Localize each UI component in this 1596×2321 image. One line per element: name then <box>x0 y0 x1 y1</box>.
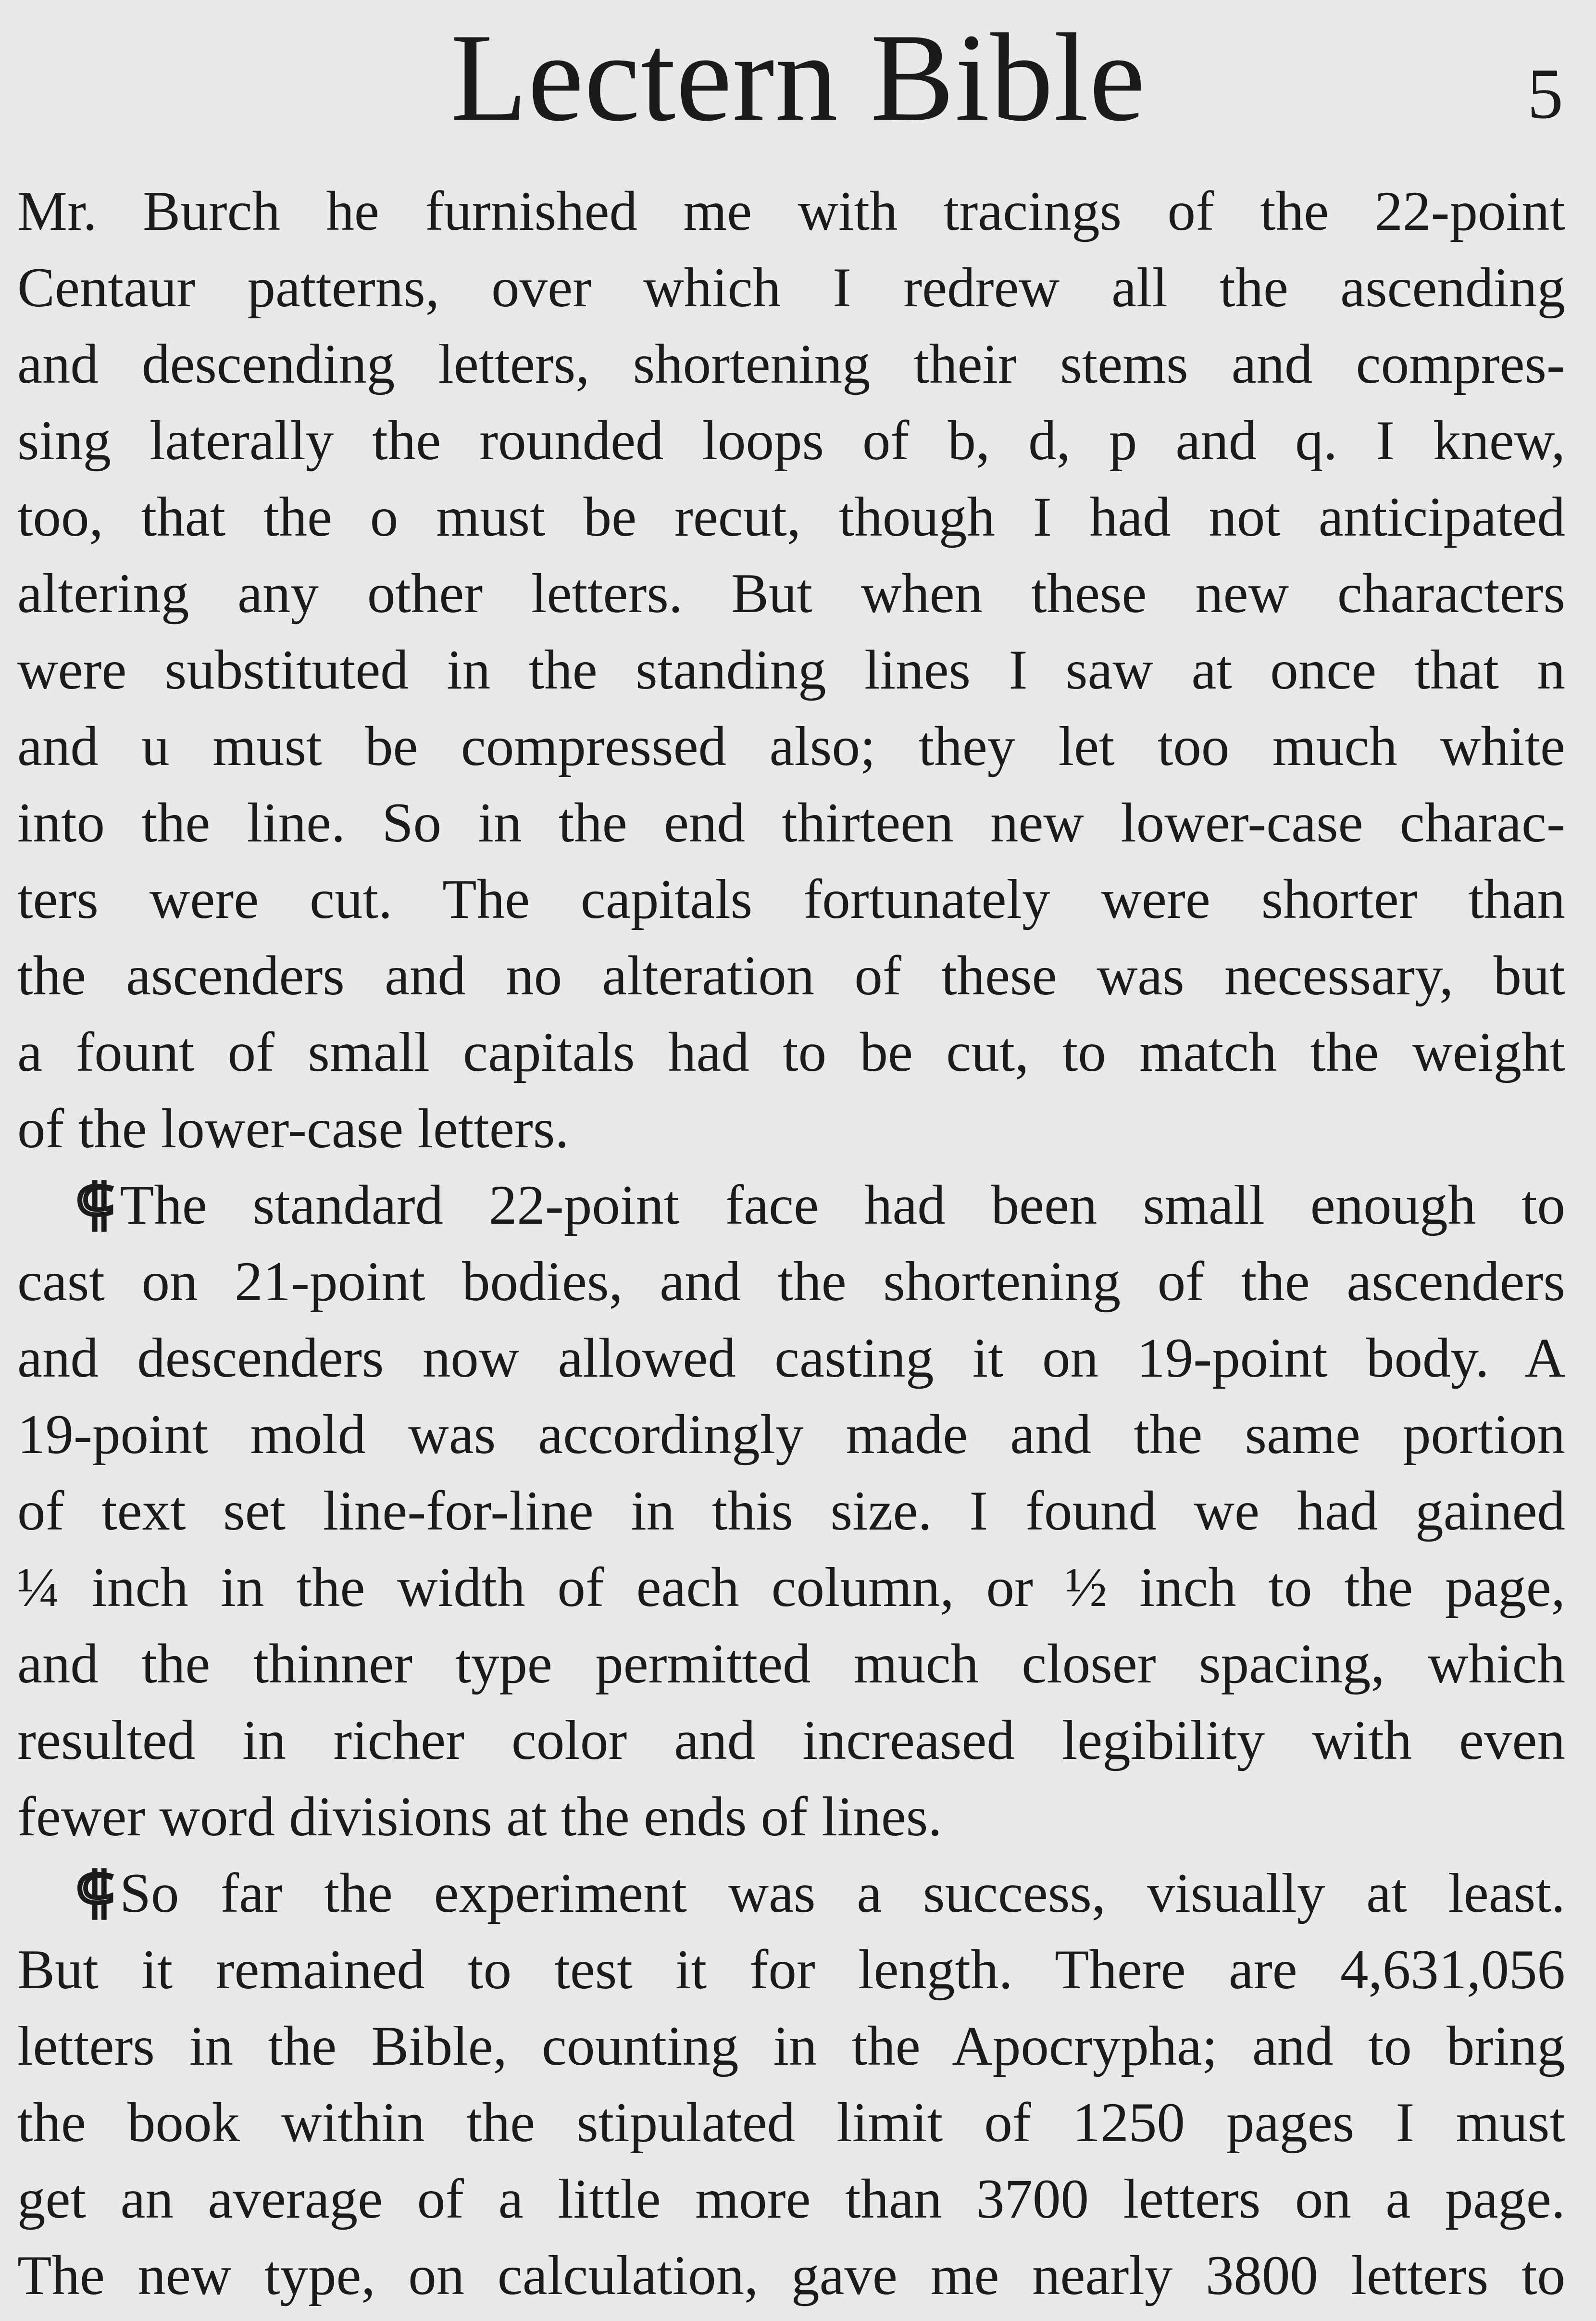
paragraph-mark-icon: ⸿ <box>75 1862 115 1924</box>
text-line: a fount of small capitals had to be cut, to match the weight <box>17 1021 1565 1083</box>
text-line: Centaur patterns, over which I redrew all the ascending <box>17 257 1565 319</box>
text-line-first <box>17 1167 1565 1243</box>
text-line: too, that the o must be recut, though I had not anticipated <box>17 486 1565 548</box>
text-line: of the lower-case letters. <box>17 1098 569 1160</box>
text-line: ¼ inch in the width of each column, or ½ inch to the page, <box>17 1556 1565 1618</box>
text-line: and u must be compressed also; they let too much white <box>17 715 1565 778</box>
text-line: get an average of a little more than 3700 letters on a page. <box>17 2168 1565 2230</box>
text-line: and descenders now allowed casting it on 19-point body. A <box>17 1327 1565 1389</box>
text-line-first <box>17 1855 1565 1932</box>
text-line: the book within the stipulated limit of 1250 pages I must <box>17 2092 1565 2154</box>
text-line: The new type, on calculation, gave me nearly 3800 letters to <box>17 2245 1565 2307</box>
text-line: and descending letters, shortening their stems and compres- <box>17 333 1565 395</box>
paragraph-mark-icon: ⸿ <box>75 1174 115 1236</box>
text-line: ters were cut. The capitals fortunately were shorter than <box>17 868 1565 930</box>
text-line: Mr. Burch he furnished me with tracings of the 22-point <box>17 180 1565 242</box>
text-line-content: The standard 22-point face had been small enough to <box>119 1174 1565 1236</box>
text-line: But it remained to test it for length. There are 4,631,056 <box>17 1939 1565 2001</box>
body-text <box>17 173 1565 2314</box>
text-line-content: So far the experiment was a success, visually at least. <box>119 1862 1565 1924</box>
text-line: and the thinner type permitted much closer spacing, which <box>17 1633 1565 1695</box>
running-head <box>0 0 1596 159</box>
text-line: letters in the Bible, counting in the Apocrypha; and to bring <box>17 2015 1565 2077</box>
page-title: Lectern Bible <box>450 8 1146 147</box>
text-line: into the line. So in the end thirteen new lower-case charac- <box>17 792 1565 854</box>
text-line: of text set line-for-line in this size. I found we had gained <box>17 1480 1565 1542</box>
paragraph-1 <box>17 173 1565 1167</box>
paragraph-2 <box>17 1167 1565 1855</box>
paragraph-3 <box>17 1855 1565 2314</box>
page-number: 5 <box>1527 54 1563 134</box>
text-line: fewer word divisions at the ends of lines. <box>17 1786 942 1848</box>
text-line: were substituted in the standing lines I saw at once that n <box>17 639 1565 701</box>
text-line: sing laterally the rounded loops of b, d, p and q. I knew, <box>17 410 1565 472</box>
text-line: altering any other letters. But when these new characters <box>17 563 1565 625</box>
text-line: resulted in richer color and increased legibility with even <box>17 1709 1565 1771</box>
text-line: 19-point mold was accordingly made and the same portion <box>17 1404 1565 1466</box>
text-line: the ascenders and no alteration of these was necessary, but <box>17 945 1565 1007</box>
text-line: cast on 21-point bodies, and the shortening of the ascenders <box>17 1251 1565 1313</box>
